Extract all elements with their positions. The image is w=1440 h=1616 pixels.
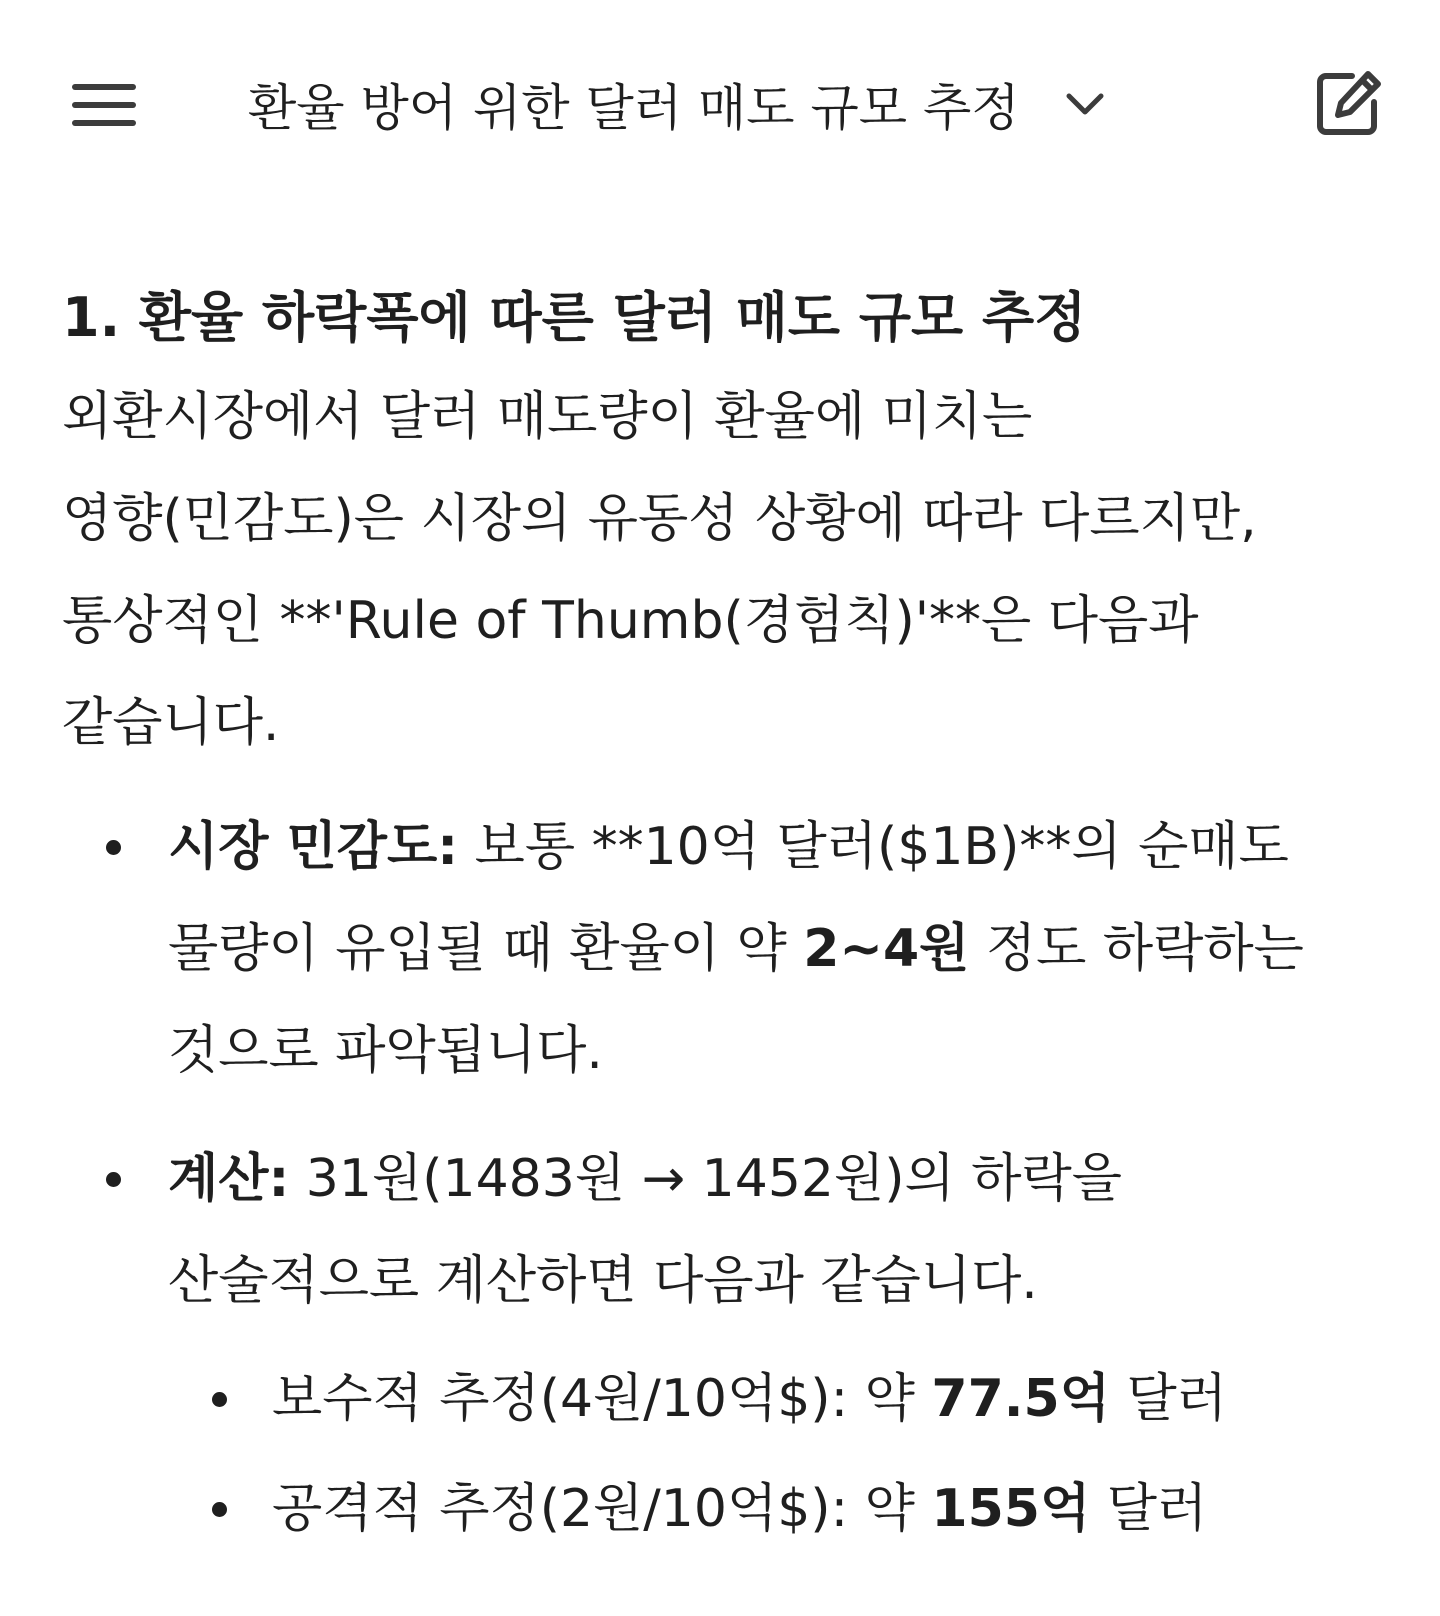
top-bar [0,0,1440,210]
sub-list-item [168,1344,1382,1454]
intro-line: 같습니다. [62,693,280,753]
bullet-dot [106,840,121,855]
sub-bullet-text: 달러 [1090,1479,1208,1539]
bullet-dot [106,1172,121,1187]
bullet-text: 정도 하락하는 [969,919,1304,979]
intro-paragraph [62,366,1382,774]
bullet-text: 31원(1483원 → 1452원)의 하락을 [289,1149,1122,1209]
conversation-title: 환율 방어 위한 달러 매도 규모 추정 [248,79,1020,137]
bullet-dot [212,1392,227,1407]
bold-value: 2~4원 [803,919,970,979]
sub-bullet-text: 보수적 추정(4원/10억$): 약 [272,1369,932,1429]
bullet-list [62,796,1382,1564]
conversation-title-dropdown[interactable] [248,68,1110,140]
sub-bullet-text: 달러 [1109,1369,1227,1429]
intro-line: 영향(민감도)은 시장의 유동성 상황에 따라 다르지만, [62,489,1257,549]
menu-button[interactable] [64,78,140,132]
sub-bullet-list [168,1344,1382,1564]
list-item [62,796,1382,1102]
bold-value: 155억 [931,1479,1091,1539]
bullet-label: 시장 민감도: [168,817,459,877]
bullet-dot [212,1502,227,1517]
message-content [62,270,1382,1590]
menu-icon [64,78,140,132]
list-item [62,1128,1382,1564]
bullet-text: 물량이 유입될 때 환율이 약 [168,919,804,979]
new-chat-button[interactable] [1312,68,1384,140]
sub-list-item [168,1454,1382,1564]
sub-bullet-text: 공격적 추정(2원/10억$): 약 [272,1479,932,1539]
intro-line: 통상적인 **'Rule of Thumb(경험칙)'**은 다음과 [62,591,1199,651]
intro-line: 외환시장에서 달러 매도량이 환율에 미치는 [62,387,1033,447]
bold-value: 77.5억 [931,1369,1110,1429]
section-heading: 1. 환율 하락폭에 따른 달러 매도 규모 추정 [62,286,1087,349]
chevron-down-icon [1060,79,1110,129]
bullet-text: 산술적으로 계산하면 다음과 같습니다. [168,1251,1038,1311]
bullet-text: 보통 **10억 달러($1B)**의 순매도 [458,817,1289,877]
bullet-text: 것으로 파악됩니다. [168,1021,603,1081]
bullet-label: 계산: [168,1149,290,1209]
edit-icon [1312,68,1384,140]
